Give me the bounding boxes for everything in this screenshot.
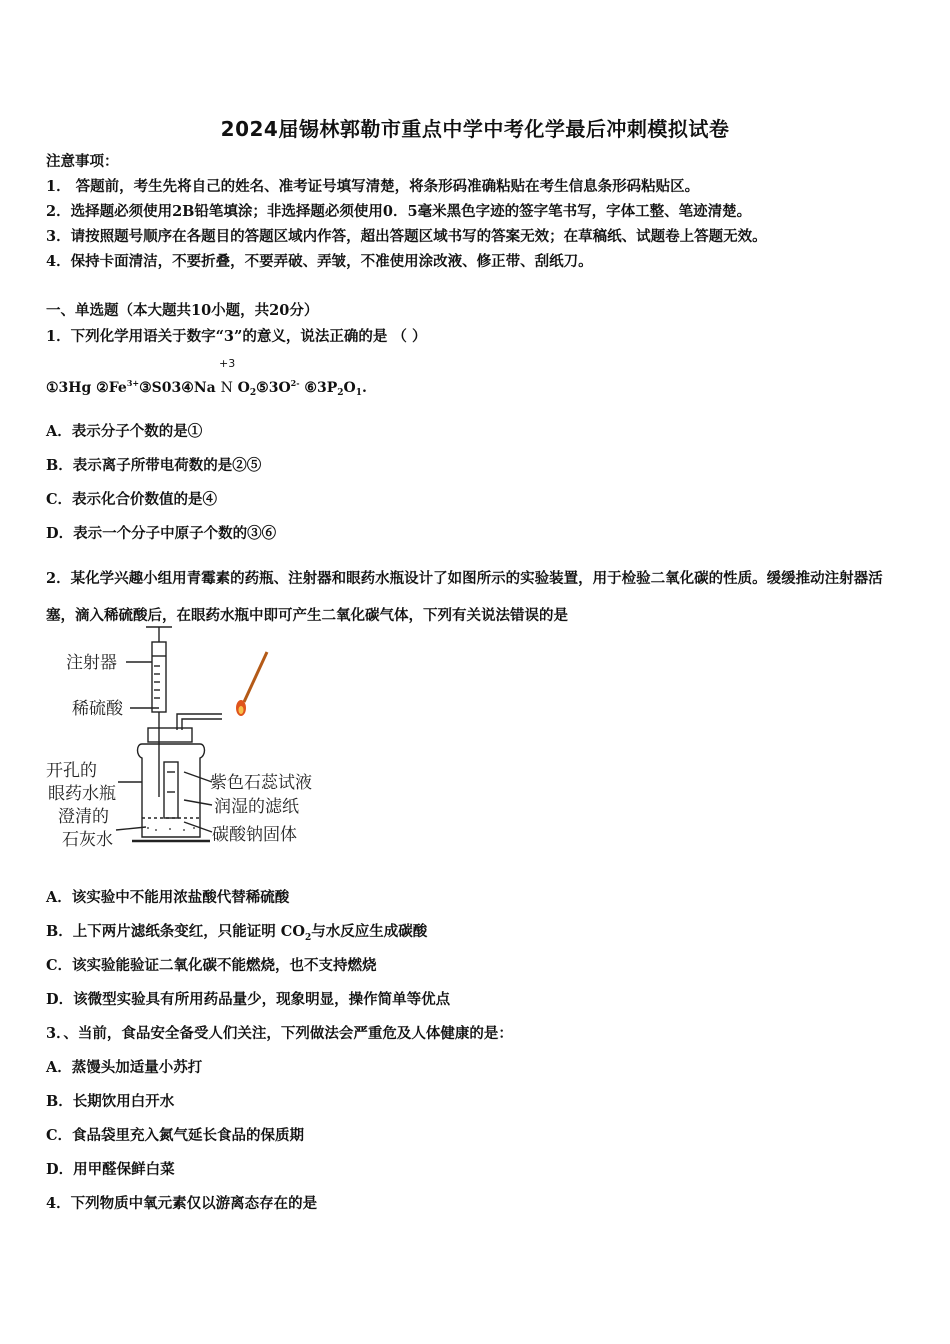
q2-option-c: C．该实验能验证二氧化碳不能燃烧，也不支持燃烧 — [46, 957, 377, 974]
notice-item-1: 1． 答题前，考生先将自己的姓名、准考证号填写清楚，将条形码准确粘贴在考生信息条形码粘贴区。 — [46, 178, 700, 195]
q3-option-b: B．长期饮用白开水 — [46, 1093, 175, 1110]
apparatus-figure — [44, 622, 344, 862]
q1-option-c: C．表示化合价数值的是④ — [46, 491, 218, 508]
label-acid: 稀硫酸 — [72, 699, 123, 719]
page-title: 2024届锡林郭勒市重点中学中考化学最后冲刺模拟试卷 — [220, 117, 730, 141]
section-heading: 一、单选题（本大题共10小题，共20分） — [46, 302, 319, 319]
q3-stem: 3．、当前，食品安全备受人们关注，下列做法会严重危及人体健康的是： — [46, 1025, 513, 1042]
label-litmus-line2: 润湿的滤纸 — [214, 797, 299, 817]
notice-item-2: 2．选择题必须使用2B铅笔填涂；非选择题必须使用0．5毫米黑色字迹的签字笔书写，字体工整、笔迹清楚。 — [46, 203, 752, 220]
q1-option-b: B．表示离子所带电荷数的是②⑤ — [46, 457, 262, 474]
q2-stem: 2．某化学兴趣小组用青霉素的药瓶、注射器和眼药水瓶设计了如图所示的实验装置，用于检验二氧化碳的性质。缓缓推动注射器活塞，滴入稀硫酸后，在眼药水瓶中即可产生二氧化碳气体，下列有关说法错误的是 — [46, 570, 883, 624]
q1-option-a: A．表示分子个数的是① — [46, 423, 203, 440]
notice-heading: 注意事项： — [46, 153, 119, 170]
q1-stem: 1．下列化学用语关于数字“3”的意义，说法正确的是 （ ） — [46, 328, 427, 345]
label-limewater-line2: 石灰水 — [62, 830, 113, 850]
q3-option-d: D．用甲醛保鲜白菜 — [46, 1161, 175, 1178]
q2-option-a: A．该实验中不能用浓盐酸代替稀硫酸 — [46, 889, 290, 906]
notice-item-4: 4．保持卡面清洁，不要折叠，不要弄破、弄皱，不准使用涂改液、修正带、刮纸刀。 — [46, 253, 593, 270]
q4-stem: 4．下列物质中氧元素仅以游离态存在的是 — [46, 1195, 318, 1212]
apparatus-diagram — [44, 622, 344, 862]
label-syringe: 注射器 — [66, 653, 117, 673]
label-limewater-line1: 澄清的 — [58, 807, 109, 827]
q3-option-c: C．食品袋里充入氮气延长食品的保质期 — [46, 1127, 305, 1144]
label-litmus-line1: 紫色石蕊试液 — [210, 773, 312, 793]
q2-option-b: B．上下两片滤纸条变红，只能证明 $CO_2$与水反应生成碳酸 — [46, 923, 428, 943]
notice-item-3: 3．请按照题号顺序在各题目的答题区域内作答，超出答题区域书写的答案无效；在草稿纸、试题卷上答题无效。 — [46, 228, 767, 245]
q2-option-d: D．该微型实验具有所用药品量少，现象明显，操作简单等优点 — [46, 991, 451, 1008]
q1-formula-line: ①3Hg $②Fe^{3+}③S03④Na$ N $O_2⑤3O^{2-}$ $⑥3P_2O_1$. — [46, 378, 367, 398]
label-bottle-line1: 开孔的 — [46, 761, 97, 781]
label-bottle-line2: 眼药水瓶 — [48, 784, 116, 804]
valence-mark: +3 — [219, 357, 236, 370]
q1-option-d: D．表示一个分子中原子个数的③⑥ — [46, 525, 277, 542]
q3-option-a: A．蒸馒头加适量小苏打 — [46, 1059, 203, 1076]
label-carbonate: 碳酸钠固体 — [212, 825, 297, 845]
